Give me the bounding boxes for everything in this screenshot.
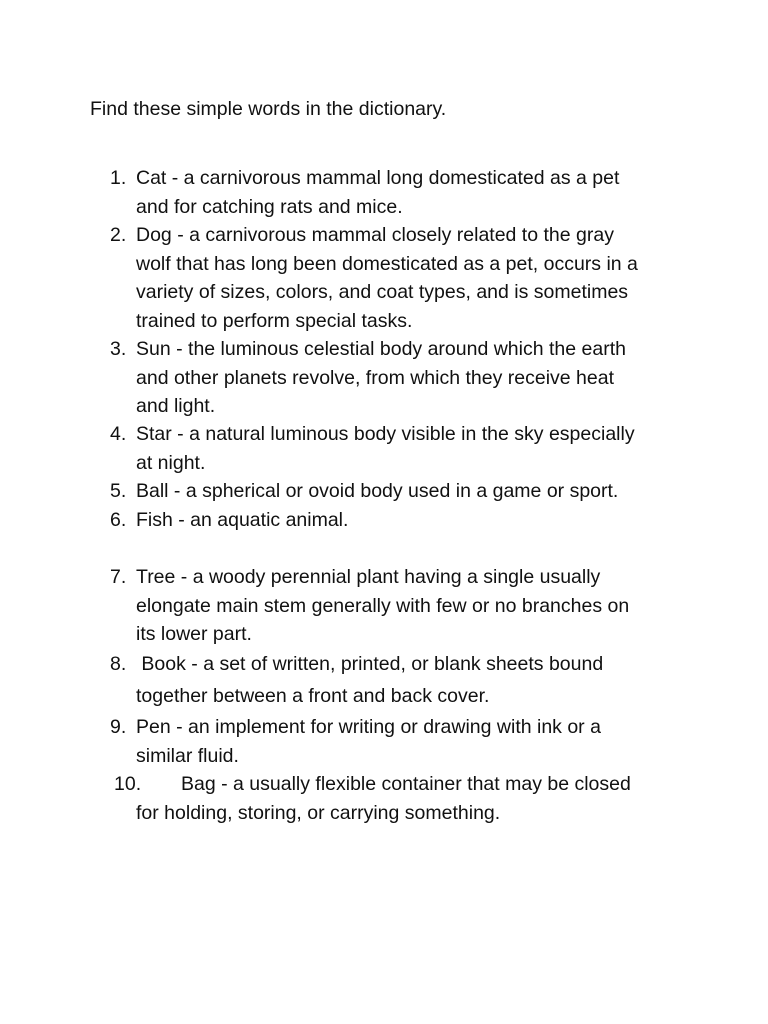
item-definition bbox=[136, 335, 676, 421]
item-definition bbox=[136, 713, 676, 770]
list-item-pen bbox=[0, 713, 768, 770]
list-item-ball bbox=[0, 477, 768, 506]
item-number: 8. bbox=[110, 653, 127, 675]
list-item-bag bbox=[0, 770, 768, 827]
item-definition bbox=[136, 164, 676, 221]
item-number: 1. bbox=[110, 167, 127, 189]
item-line: Ball - a spherical or ovoid body used in a game or sport. bbox=[136, 480, 619, 502]
list-item-fish bbox=[0, 506, 768, 535]
item-number: 7. bbox=[110, 566, 127, 588]
item-definition bbox=[136, 477, 676, 506]
item-line: and for catching rats and mice. bbox=[136, 195, 403, 218]
item-number: 5. bbox=[110, 480, 127, 502]
instruction-text: Find these simple words in the dictionary. bbox=[90, 98, 447, 120]
item-number: 3. bbox=[110, 338, 127, 360]
list-item-sun bbox=[0, 335, 768, 421]
item-line: Dog - a carnivorous mammal closely related to the gray bbox=[136, 224, 614, 246]
item-line: wolf that has long been domesticated as a pet, occurs in a bbox=[136, 252, 638, 275]
item-line: Sun - the luminous celestial body around which the earth bbox=[136, 338, 626, 360]
item-line: together between a front and back cover. bbox=[136, 685, 490, 707]
item-line: Bag - a usually flexible container that may be closed bbox=[181, 773, 631, 795]
item-line: variety of sizes, colors, and coat types, and is sometimes bbox=[136, 281, 629, 303]
item-line: at night. bbox=[136, 451, 206, 474]
item-line: elongate main stem generally with few or no branches on bbox=[136, 594, 630, 617]
list-item-cat bbox=[0, 164, 768, 221]
list-item-star bbox=[0, 420, 768, 477]
item-line: trained to perform special tasks. bbox=[136, 309, 413, 332]
item-definition bbox=[136, 221, 676, 335]
item-number: 2. bbox=[110, 224, 127, 246]
item-line: Fish - an aquatic animal. bbox=[136, 509, 349, 531]
item-line: Book - a set of written, printed, or blank sheets bound bbox=[136, 653, 604, 675]
item-number: 6. bbox=[110, 509, 127, 531]
list-item-tree bbox=[0, 563, 768, 649]
item-line: Pen - an implement for writing or drawing with ink or a bbox=[136, 716, 601, 738]
list-item-dog bbox=[0, 221, 768, 335]
item-line: and other planets revolve, from which they receive heat bbox=[136, 366, 615, 389]
item-line: for holding, storing, or carrying something. bbox=[136, 801, 501, 824]
item-definition bbox=[136, 648, 676, 712]
item-definition bbox=[136, 420, 676, 477]
item-line: its lower part. bbox=[136, 623, 252, 645]
item-line: Tree - a woody perennial plant having a single usually bbox=[136, 566, 601, 588]
item-number: 9. bbox=[110, 716, 127, 738]
item-line: Star - a natural luminous body visible in the sky especially bbox=[136, 423, 635, 445]
item-definition bbox=[136, 563, 676, 649]
item-line: Cat - a carnivorous mammal long domesticated as a pet bbox=[136, 167, 620, 189]
item-definition bbox=[136, 770, 676, 827]
list-item-book bbox=[0, 648, 768, 712]
item-line: similar fluid. bbox=[136, 744, 239, 767]
item-definition bbox=[136, 506, 676, 535]
item-line: and light. bbox=[136, 395, 216, 417]
item-number: 4. bbox=[110, 423, 127, 445]
item-number: 10. bbox=[114, 773, 142, 795]
